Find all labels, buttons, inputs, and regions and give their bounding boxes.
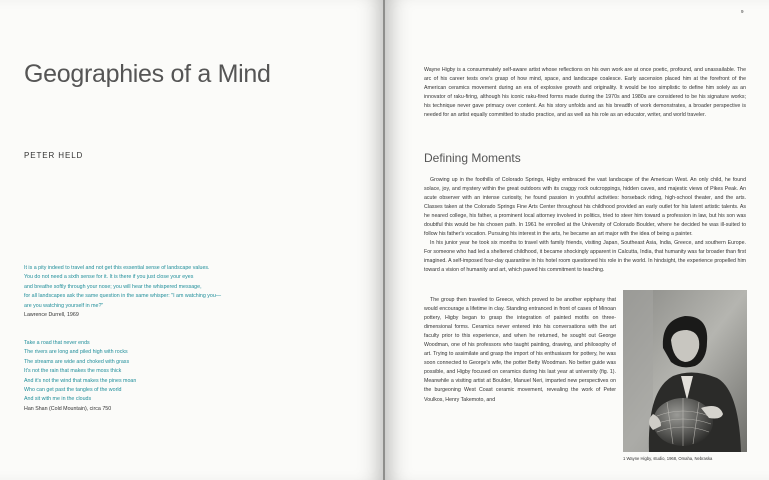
paragraph-beside-photo <box>424 296 616 405</box>
epigraph-line: You do not need a sixth sense for it. It is there if you just close your eyes <box>24 274 194 281</box>
paragraph-text: The group then traveled to Greece, which proved to be another epiphany that would encourage a lifetime in clay. Standing entranced in front of cases of Minoan pottery, Higby began to grasp the integration of painted motifs on three-dimensional forms. Ceramics never entered into his conversations with the art faculty prior to this experience, and when he returned, he sought out George Woodman, one of his professors who taught painting, drawing, and philosophy of art. Trying to assimilate and grasp the import of his enthusiasm for pottery, he was soon connected to George's wife, the potter Betty Woodman. No better guide was possible, and Higby focused on ceramics during his last year at university (fig. 1). Meanwhile a visiting artist at Boulder, Manuel Neri, imparted new perspectives on the burgeoning West Coast ceramic movement, revealing the work of Peter Voulkos, Henry Takemoto, and <box>424 297 616 403</box>
page-number: 9 <box>741 9 744 14</box>
paragraph <box>424 176 746 239</box>
epigraph-line: are you watching yourself in me?" <box>24 302 104 309</box>
epigraph-line: for all landscapes ask the same question in the same whisper: "I am watching you— <box>24 293 222 300</box>
intro-paragraph: Wayne Higby is a consummately self-aware artist whose reflections on his own work are at once poetic, profound, and unassailable. The arc of his career tests one's grasp of how mind, space, and landscape coalesce. Early ascension placed him at the forefront of the American ceramics movement during an era of explosive growth and originality. It would be too simplistic to define him solely as an innovator of raku-firing, although his iconic raku-fired forms made during the 1970s and 1980s are considered to be his signature works; his technique never gave primacy over content. As his story unfolds and as his breadth of work demonstrates, a broader perspective is needed for an artist equally committed to studio practice, and as well as his role as an educator, writer, and world traveler. <box>424 67 746 119</box>
body-paragraphs <box>424 176 746 276</box>
epigraph-line: and breathe softly through your nose; you will hear the whispered message, <box>24 283 202 290</box>
epigraph-line: The rivers are long and piled high with rocks <box>24 349 128 356</box>
epigraph-line: And it's not the wind that makes the pines moan <box>24 377 137 384</box>
epigraph-durrell <box>24 264 221 320</box>
artist-photo <box>623 290 747 452</box>
epigraph-line: The streams are wide and choked with grass <box>24 358 130 365</box>
epigraph-line: Who can get past the tangles of the world <box>24 387 122 394</box>
paragraph-text: Growing up in the foothills of Colorado Springs, Higby embraced the vast landscape of the American West. An only child, he found solace, joy, and mystery within the great outdoors with its craggy rock outcroppings, hidden caves, and majestic views of Pikes Peak. An acute observer with an intense curiosity, he found passion in youthful activities: horseback riding, high-school theater, and the arts. Classes taken at the Colorado Springs Fine Arts Center throughout his childhood provided an early outlet for his latent artistic talents. As he neared college, his father, a prominent local attorney involved in politics, tried to steer him toward a profession in law, but his son was doubtful this would be his chosen path. In 1961 he enrolled at the University of Colorado Boulder, where he decided he was ill-suited to follow his father's vocation. Pursuing his interest in the arts, he became an art major with the idea of being a painter. <box>424 177 746 238</box>
epigraph-line: It's not the rain that makes the moss thick <box>24 368 122 375</box>
epigraph-attribution: Han Shan (Cold Mountain), circa 750 <box>24 405 112 412</box>
epigraph-line: And sit with me in the clouds <box>24 396 92 403</box>
epigraph-line: Take a road that never ends <box>24 340 90 346</box>
section-heading: Defining Moments <box>424 151 521 165</box>
photo-caption: 1 Wayne Higby, studio, 1968, Omaha, Nebraska <box>623 456 713 461</box>
left-page <box>0 0 384 480</box>
paragraph <box>424 239 746 275</box>
epigraph-han-shan <box>24 339 136 414</box>
author-name: PETER HELD <box>24 151 84 160</box>
chapter-title: Geographies of a Mind <box>24 60 271 88</box>
epigraph-line: It is a pity indeed to travel and not get this essential sense of landscape values. <box>24 265 210 271</box>
epigraph-attribution: Lawrence Durrell, 1969 <box>24 312 79 319</box>
paragraph-text: In his junior year he took six months to travel with family friends, visiting Japan, Southeast Asia, India, Greece, and southern Europe. For someone who had led a sheltered childhood, it became shockingly apparent in Calcutta, India, that humanity was far broader than first imagined. A self-imposed four-day quarantine in his hotel room questioned his role in the world. In hindsight, the experience propelled him toward a vision of humanity and art, which paved his commitment to teaching. <box>424 240 746 274</box>
